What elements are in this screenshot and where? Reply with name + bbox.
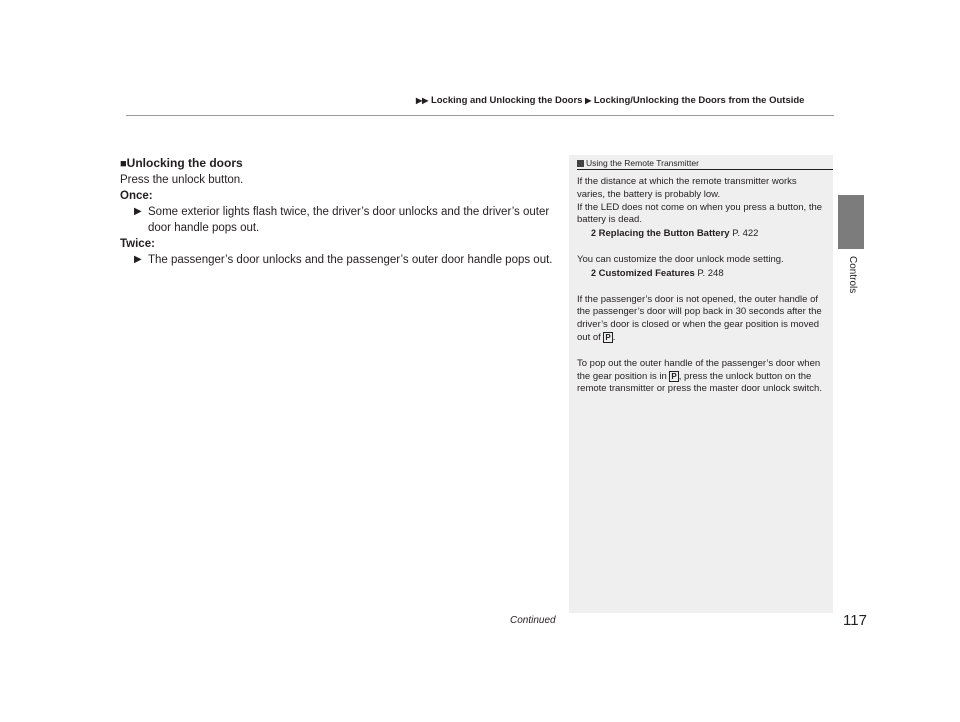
arrow-icon: ▶ bbox=[134, 206, 142, 217]
sidebar-title: Using the Remote Transmitter bbox=[569, 155, 833, 169]
sidebar-body bbox=[569, 170, 833, 396]
reference-icon: 2 bbox=[591, 228, 597, 239]
arrow-icon: ▶ bbox=[134, 254, 142, 265]
intro-text: Press the unlock button. bbox=[120, 174, 244, 186]
continued-label: Continued bbox=[510, 615, 556, 626]
main-content bbox=[120, 155, 560, 268]
once-item bbox=[120, 204, 560, 236]
breadcrumb bbox=[416, 95, 834, 106]
twice-text: The passenger’s door unlocks and the passenger’s outer door handle pops out. bbox=[148, 254, 553, 266]
heading-square-icon: ■ bbox=[120, 158, 127, 170]
cross-reference-link[interactable]: 2 Replacing the Button Battery P. 422 bbox=[591, 228, 759, 240]
section-tab bbox=[838, 195, 864, 249]
sidebar-paragraph: You can customize the door unlock mode setting. 2 Customized Features P. 248 bbox=[577, 253, 784, 279]
sidebar-paragraph: To pop out the outer handle of the passenger’s door when the gear position is in P , press the unlock button on the remote transmitter or press the master door unlock switch. bbox=[577, 357, 822, 395]
breadcrumb-arrow-icon: ▶ bbox=[585, 96, 592, 105]
gear-park-icon: P bbox=[605, 332, 611, 342]
reference-icon: 2 bbox=[591, 267, 597, 278]
breadcrumb-item: Locking/Unlocking the Doors from the Outside bbox=[593, 95, 805, 106]
twice-item bbox=[120, 252, 560, 268]
section-tab-label: Controls bbox=[847, 256, 858, 294]
note-marker-icon bbox=[577, 160, 584, 167]
sidebar-note bbox=[569, 155, 833, 613]
sidebar-paragraph: If the distance at which the remote transmitter works varies, the battery is probably low. If the LED does not come on when you press a button, the battery is dead. 2 Replacing the Button Battery P. 422 bbox=[577, 176, 823, 240]
cross-reference-link[interactable]: 2 Customized Features P. 248 bbox=[591, 267, 724, 279]
header-divider bbox=[126, 115, 834, 116]
breadcrumb-arrow-icon: ▶▶ bbox=[416, 96, 429, 105]
once-text: Some exterior lights flash twice, the driver’s door unlocks and the driver’s outer door handle pops out. bbox=[148, 206, 550, 234]
page-number: 117 bbox=[843, 612, 867, 629]
gear-park-icon: P bbox=[671, 371, 677, 381]
section-heading: ■Unlocking the doors bbox=[120, 156, 243, 170]
sidebar-paragraph: If the passenger’s door is not opened, the outer handle of the passenger’s door will pop back in 30 seconds after the driver’s door is closed or when the gear position is moved out of P . bbox=[577, 293, 822, 343]
breadcrumb-item: Locking and Unlocking the Doors bbox=[430, 95, 583, 106]
once-label: Once: bbox=[120, 190, 153, 202]
twice-label: Twice: bbox=[120, 238, 155, 250]
